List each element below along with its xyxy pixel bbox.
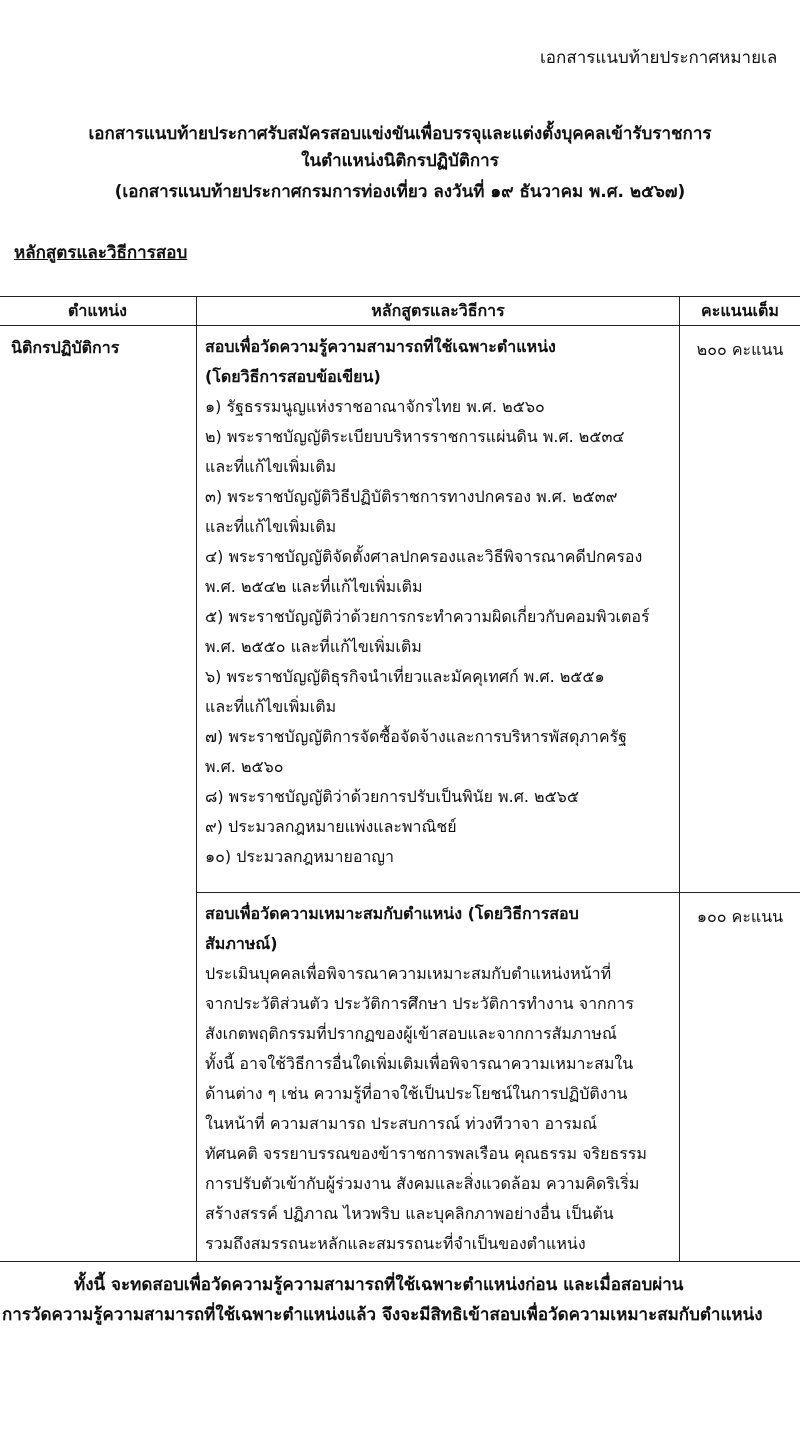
list-item: ๗) พระราชบัญญัติการจัดซื้อจัดจ้างและการบริหารพัสดุภาครัฐ (205, 727, 627, 746)
footer-note-line1: ทั้งนี้ จะทดสอบเพื่อวัดความรู้ความสามารถที่ใช้เฉพาะตำแหน่งก่อน และเมื่อสอบผ่าน (74, 1275, 684, 1295)
document-title-line2: ในตำแหน่งนิติกรปฏิบัติการ (301, 151, 499, 171)
list-item: ๖) พระราชบัญญัติธุรกิจนำเที่ยวและมัคคุเทศก์ พ.ศ. ๒๕๕๑ (205, 667, 605, 686)
written-exam-score: ๒๐๐ คะแนน (696, 340, 784, 359)
list-item: และที่แก้ไขเพิ่มเติม (205, 697, 337, 716)
list-item: และที่แก้ไขเพิ่มเติม (205, 457, 337, 476)
curriculum-cell-interview (197, 893, 680, 1262)
list-item: รวมถึงสมรรถนะหลักและสมรรถนะที่จำเป็นของตำแหน่ง (205, 1234, 586, 1253)
score-cell-interview (680, 893, 800, 1262)
written-exam-method: (โดยวิธีการสอบข้อเขียน) (205, 367, 381, 386)
footer-note-line2: การวัดความรู้ความสามารถที่ใช้เฉพาะตำแหน่งแล้ว จึงจะมีสิทธิเข้าสอบเพื่อวัดความเหมาะสมกับตำแหน่ง (2, 1305, 763, 1325)
document-title-line3: (เอกสารแนบท้ายประกาศกรมการท่องเที่ยว ลงวันที่ ๑๙ ธันวาคม พ.ศ. ๒๕๖๗) (114, 182, 686, 202)
list-item: พ.ศ. ๒๕๕๐ และที่แก้ไขเพิ่มเติม (205, 637, 422, 656)
table-header-row (0, 297, 800, 326)
position-cell (0, 326, 197, 1262)
list-item: ๘) พระราชบัญญัติว่าด้วยการปรับเป็นพินัย พ.ศ. ๒๕๖๕ (205, 787, 579, 806)
exam-table (0, 296, 800, 1262)
document-title-line1: เอกสารแนบท้ายประกาศรับสมัครสอบแข่งขันเพื่อบรรจุและแต่งตั้งบุคคลเข้ารับราชการ (88, 124, 712, 144)
list-item: ทั้งนี้ อาจใช้วิธีการอื่นใดเพิ่มเติมเพื่อพิจารณาความเหมาะสมใน (205, 1054, 634, 1073)
column-header-curriculum: หลักสูตรและวิธีการ (197, 297, 680, 326)
curriculum-cell-written (197, 326, 680, 893)
interview-heading: สอบเพื่อวัดความเหมาะสมกับตำแหน่ง (โดยวิธีการสอบ (205, 904, 579, 923)
list-item: ทัศนคติ จรรยาบรรณของข้าราชการพลเรือน คุณธรรม จริยธรรม (205, 1144, 647, 1163)
list-item: พ.ศ. ๒๕๔๒ และที่แก้ไขเพิ่มเติม (205, 577, 423, 596)
list-item: ๙) ประมวลกฎหมายแพ่งและพาณิชย์ (205, 817, 457, 836)
list-item: ๒) พระราชบัญญัติระเบียบบริหารราชการแผ่นดิน พ.ศ. ๒๕๓๔ (205, 427, 625, 446)
list-item: ๑) รัฐธรรมนูญแห่งราชอาณาจักรไทย พ.ศ. ๒๕๖๐ (205, 397, 545, 416)
list-item: ด้านต่าง ๆ เช่น ความรู้ที่อาจใช้เป็นประโยชน์ในการปฏิบัติงาน (205, 1084, 628, 1103)
list-item: ในหน้าที่ ความสามารถ ประสบการณ์ ท่วงทีวาจา อารมณ์ (205, 1114, 598, 1133)
interview-score: ๑๐๐ คะแนน (696, 907, 784, 926)
list-item: ๑๐) ประมวลกฎหมายอาญา (205, 847, 395, 866)
list-item: จากประวัติส่วนตัว ประวัติการศึกษา ประวัติการทำงาน จากการ (205, 994, 635, 1013)
list-item: ๓) พระราชบัญญัติวิธีปฏิบัติราชการทางปกครอง พ.ศ. ๒๕๓๙ (205, 487, 618, 506)
list-item: พ.ศ. ๒๕๖๐ (205, 757, 284, 776)
document-reference: เอกสารแนบท้ายประกาศหมายเล (540, 48, 778, 68)
interview-method: สัมภาษณ์) (205, 934, 278, 953)
section-heading: หลักสูตรและวิธีการสอบ (14, 243, 188, 263)
table-row (0, 326, 800, 893)
footer-note (0, 1270, 800, 1330)
list-item: การปรับตัวเข้ากับผู้ร่วมงาน สังคมและสิ่งแวดล้อม ความคิดริเริ่ม (205, 1174, 640, 1193)
written-exam-heading: สอบเพื่อวัดความรู้ความสามารถที่ใช้เฉพาะตำแหน่ง (205, 337, 556, 356)
position-name: นิติกรปฏิบัติการ (11, 338, 120, 357)
column-header-position: ตำแหน่ง (0, 297, 197, 326)
list-item: ประเมินบุคคลเพื่อพิจารณาความเหมาะสมกับตำแหน่งหน้าที่ (205, 964, 612, 983)
list-item: ๔) พระราชบัญญัติจัดตั้งศาลปกครองและวิธีพิจารณาคดีปกครอง (205, 547, 643, 566)
list-item: สร้างสรรค์ ปฏิภาณ ไหวพริบ และบุคลิกภาพอย่างอื่น เป็นต้น (205, 1204, 614, 1223)
score-cell-written (680, 326, 800, 893)
list-item: และที่แก้ไขเพิ่มเติม (205, 517, 337, 536)
column-header-score: คะแนนเต็ม (680, 297, 800, 326)
list-item: สังเกตพฤติกรรมที่ปรากฏของผู้เข้าสอบและจากการสัมภาษณ์ (205, 1024, 617, 1043)
list-item: ๕) พระราชบัญญัติว่าด้วยการกระทำความผิดเกี่ยวกับคอมพิวเตอร์ (205, 607, 650, 626)
